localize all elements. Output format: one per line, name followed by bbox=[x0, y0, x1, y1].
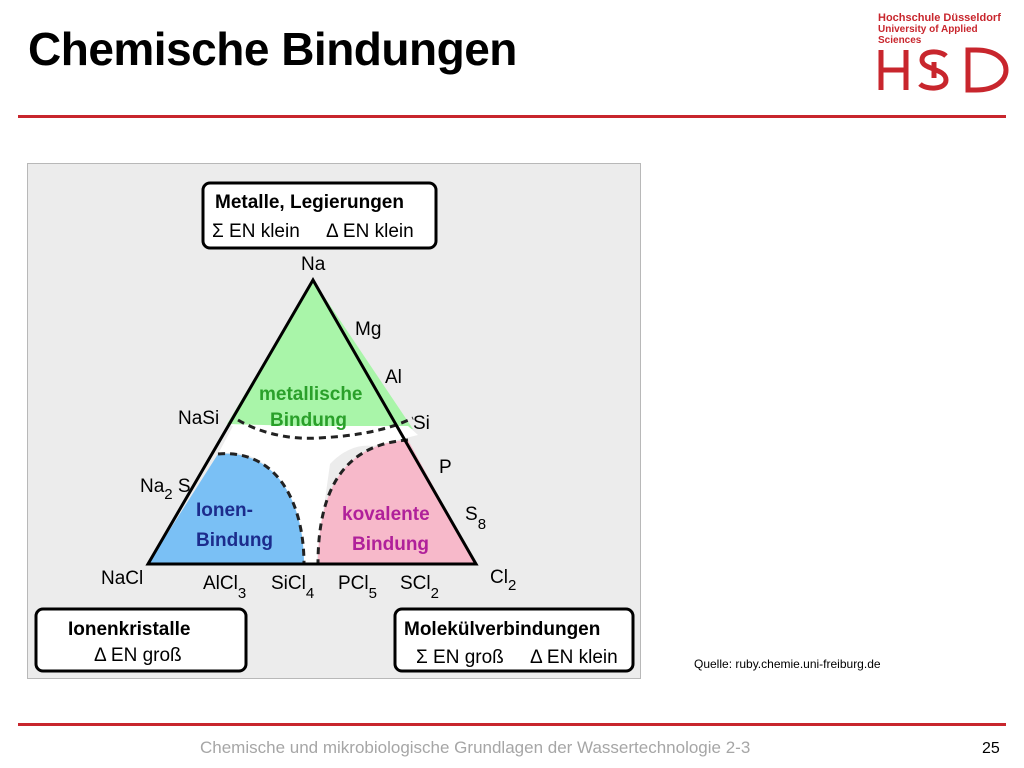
metals-box-sub2: Δ EN klein bbox=[326, 221, 414, 242]
metallic-label-2: Bindung bbox=[270, 410, 348, 431]
element-alcl3-subscript: 3 bbox=[237, 585, 247, 602]
element-nacl: NaCl bbox=[101, 568, 144, 589]
molecular-box-sub2: Δ EN klein bbox=[530, 647, 618, 668]
logo-line-2: University of Applied Sciences bbox=[878, 24, 978, 46]
element-cl2 bbox=[490, 567, 516, 594]
element-sicl4 bbox=[271, 573, 314, 602]
element-pcl5 bbox=[338, 573, 377, 602]
hsd-logo bbox=[876, 12, 1016, 94]
footer-text: Chemische und mikrobiologische Grundlagen der Wassertechnologie 2-3 bbox=[200, 738, 751, 757]
element-pcl5-symbol: PCl bbox=[338, 573, 369, 594]
element-s8-symbol: S bbox=[465, 504, 478, 525]
element-p: P bbox=[439, 457, 452, 478]
element-sicl4-symbol: SiCl bbox=[271, 573, 306, 594]
element-s8 bbox=[465, 504, 486, 533]
ionic-crystals-box-title: Ionenkristalle bbox=[68, 619, 191, 640]
element-alcl3 bbox=[203, 573, 246, 602]
element-s8-subscript: 8 bbox=[477, 516, 487, 533]
metals-box-title: Metalle, Legierungen bbox=[215, 192, 404, 213]
covalent-label-1: kovalente bbox=[342, 504, 430, 525]
element-si: Si bbox=[413, 413, 430, 434]
footer-rule bbox=[18, 723, 1006, 726]
element-nasi: NaSi bbox=[178, 408, 220, 429]
logo-line-1: Hochschule Düsseldorf bbox=[878, 12, 1001, 24]
element-na2s-a: Na bbox=[140, 476, 165, 497]
ionic-crystals-box-sub: Δ EN groß bbox=[94, 645, 182, 666]
element-cl2-subscript: 2 bbox=[507, 577, 517, 594]
element-mg: Mg bbox=[355, 319, 382, 340]
covalent-label-2: Bindung bbox=[352, 534, 430, 555]
bond-triangle-svg bbox=[28, 164, 640, 678]
source-citation: Quelle: ruby.chemie.uni-freiburg.de bbox=[694, 657, 881, 671]
element-scl2-subscript: 2 bbox=[430, 585, 439, 602]
molecular-box-title: Molekülverbindungen bbox=[404, 619, 601, 640]
element-sicl4-subscript: 4 bbox=[305, 585, 315, 602]
hsd-logo-mark bbox=[876, 42, 1016, 94]
molecular-box-sub1: Σ EN groß bbox=[416, 647, 504, 668]
bond-triangle-figure bbox=[27, 163, 641, 679]
page-number: 25 bbox=[982, 740, 1000, 757]
element-alcl3-symbol: AlCl bbox=[203, 573, 238, 594]
ionic-label-1: Ionen- bbox=[196, 500, 253, 521]
element-na2s-subscript: 2 bbox=[164, 486, 173, 503]
element-al: Al bbox=[385, 367, 402, 388]
metals-box-sub1: Σ EN klein bbox=[212, 221, 300, 242]
element-scl2 bbox=[400, 573, 439, 602]
element-pcl5-subscript: 5 bbox=[368, 585, 377, 602]
metallic-label-1: metallische bbox=[259, 384, 363, 405]
element-na2s bbox=[140, 476, 191, 503]
header-rule bbox=[18, 115, 1006, 118]
ionic-label-2: Bindung bbox=[196, 530, 274, 551]
slide-title: Chemische Bindungen bbox=[28, 23, 517, 75]
element-cl2-symbol: Cl bbox=[490, 567, 508, 588]
element-na2s-b: S bbox=[172, 476, 191, 497]
element-na: Na bbox=[301, 254, 326, 275]
element-scl2-symbol: SCl bbox=[400, 573, 431, 594]
